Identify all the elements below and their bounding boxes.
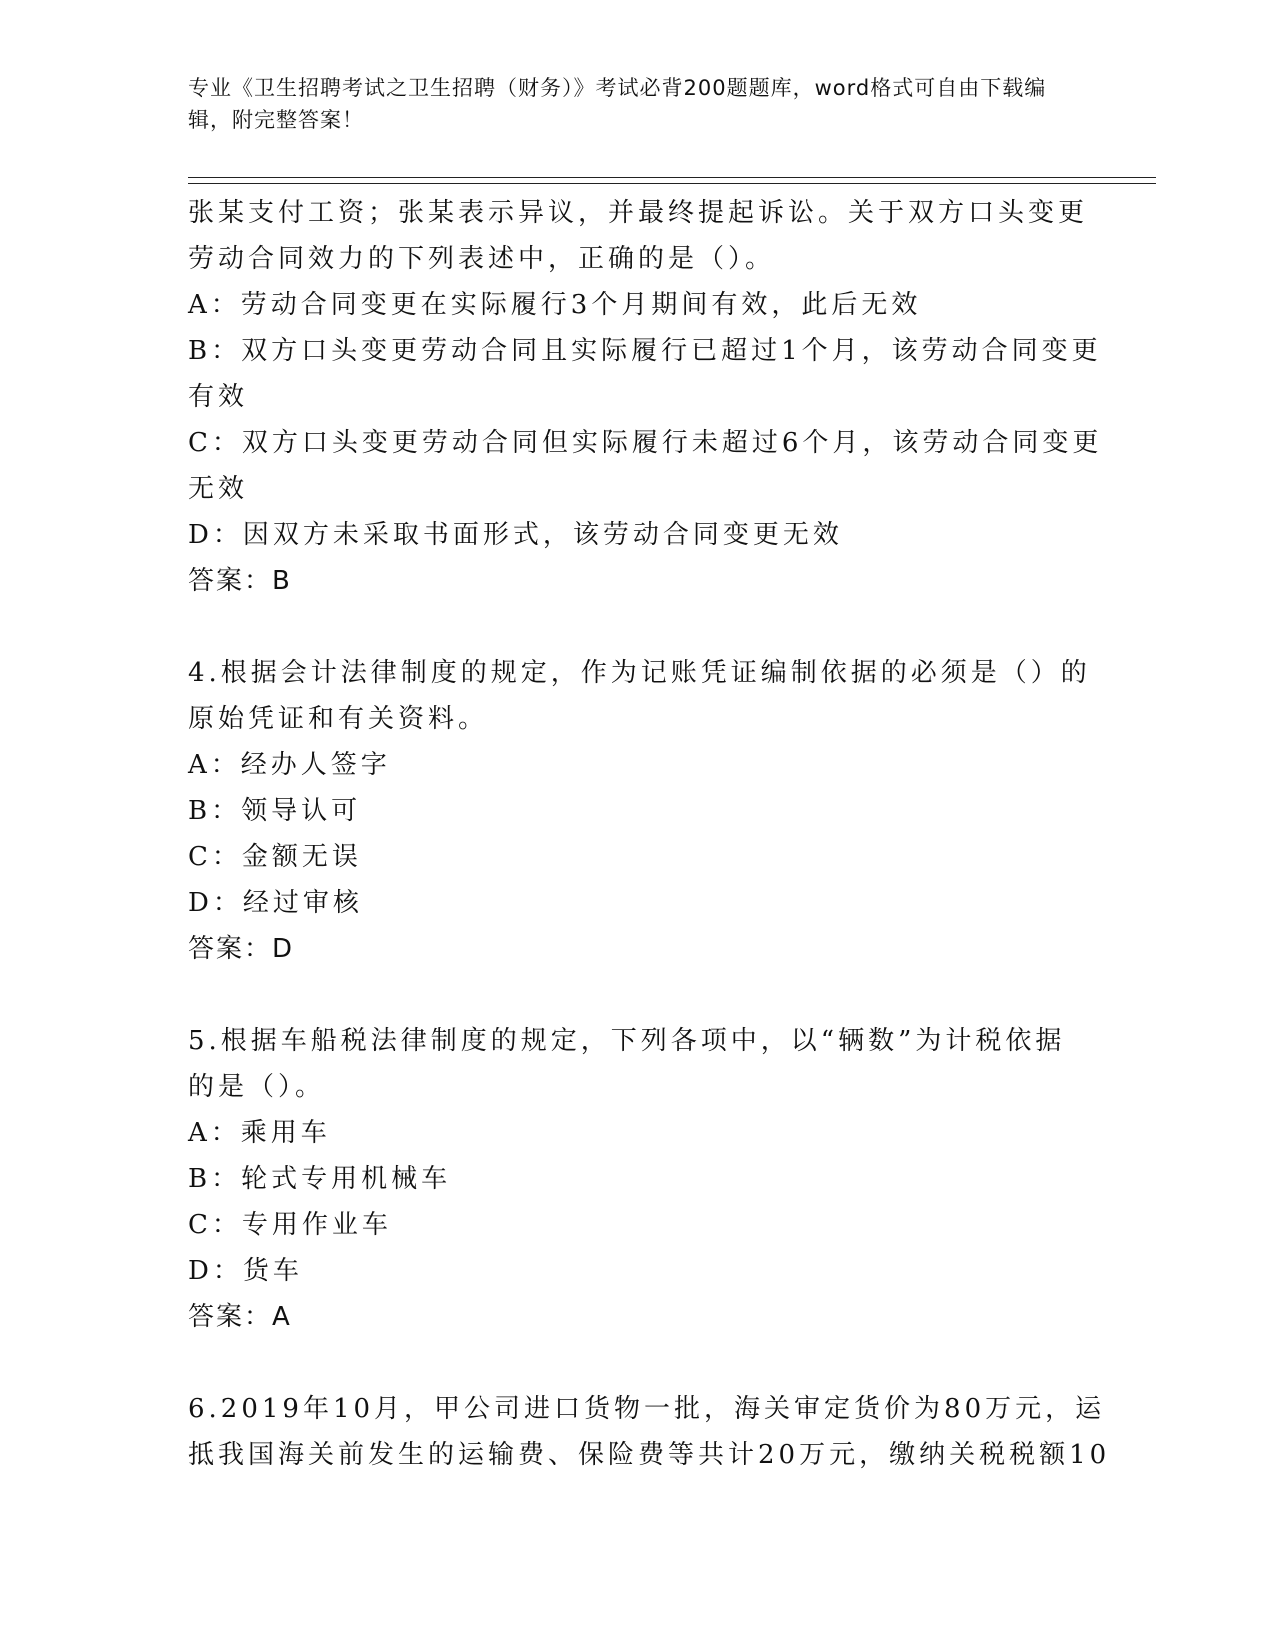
question-line: 原始凭证和有关资料。 (188, 704, 489, 734)
header-rule-top (188, 177, 1156, 178)
option-c: C：双方口头变更劳动合同但实际履行未超过6个月，该劳动合同变更 (188, 428, 1103, 458)
option-c: C：金额无误 (188, 842, 362, 872)
spacer (188, 604, 1088, 650)
answer: 答案：B (188, 566, 292, 596)
question-4 (188, 650, 1091, 972)
answer: 答案：D (188, 934, 295, 964)
option-a: A：乘用车 (188, 1118, 331, 1148)
question-line: 4.根据会计法律制度的规定，作为记账凭证编制依据的必须是（）的 (188, 658, 1091, 688)
question-5 (188, 1018, 1088, 1340)
question-line: 抵我国海关前发生的运输费、保险费等共计20万元，缴纳关税税额10 (188, 1440, 1111, 1470)
option-d: D：经过审核 (188, 888, 363, 918)
option-b: B：轮式专用机械车 (188, 1164, 452, 1194)
spacer (188, 972, 1088, 1018)
option-b: B：双方口头变更劳动合同且实际履行已超过1个月，该劳动合同变更 (188, 336, 1102, 366)
question-line: 张某支付工资；张某表示异议，并最终提起诉讼。关于双方口头变更 (188, 198, 1089, 228)
option-b-continued: 有效 (188, 382, 249, 412)
option-b: B：领导认可 (188, 796, 362, 826)
question-6 (188, 1386, 1111, 1478)
document-title: 专业《卫生招聘考试之卫生招聘（财务）》考试必背200题题库，word格式可自由下载编辑，附完整答案！ (188, 76, 1047, 132)
document-body (188, 190, 1111, 1478)
question-line: 5.根据车船税法律制度的规定，下列各项中，以“辆数”为计税依据 (188, 1026, 1066, 1056)
document-header (188, 72, 1068, 136)
question-line: 6.2019年10月，甲公司进口货物一批，海关审定货价为80万元，运 (188, 1394, 1106, 1424)
option-a: A：劳动合同变更在实际履行3个月期间有效，此后无效 (188, 290, 922, 320)
option-c-continued: 无效 (188, 474, 249, 504)
option-d: D：货车 (188, 1256, 303, 1286)
question-line: 的是（）。 (188, 1072, 326, 1102)
question-line: 劳动合同效力的下列表述中，正确的是（）。 (188, 244, 776, 274)
spacer (188, 1340, 1088, 1386)
answer: 答案：A (188, 1302, 292, 1332)
question-3 (188, 190, 1103, 604)
option-c: C：专用作业车 (188, 1210, 392, 1240)
option-d: D：因双方未采取书面形式，该劳动合同变更无效 (188, 520, 843, 550)
option-a: A：经办人签字 (188, 750, 391, 780)
header-rule-bottom (188, 183, 1156, 184)
